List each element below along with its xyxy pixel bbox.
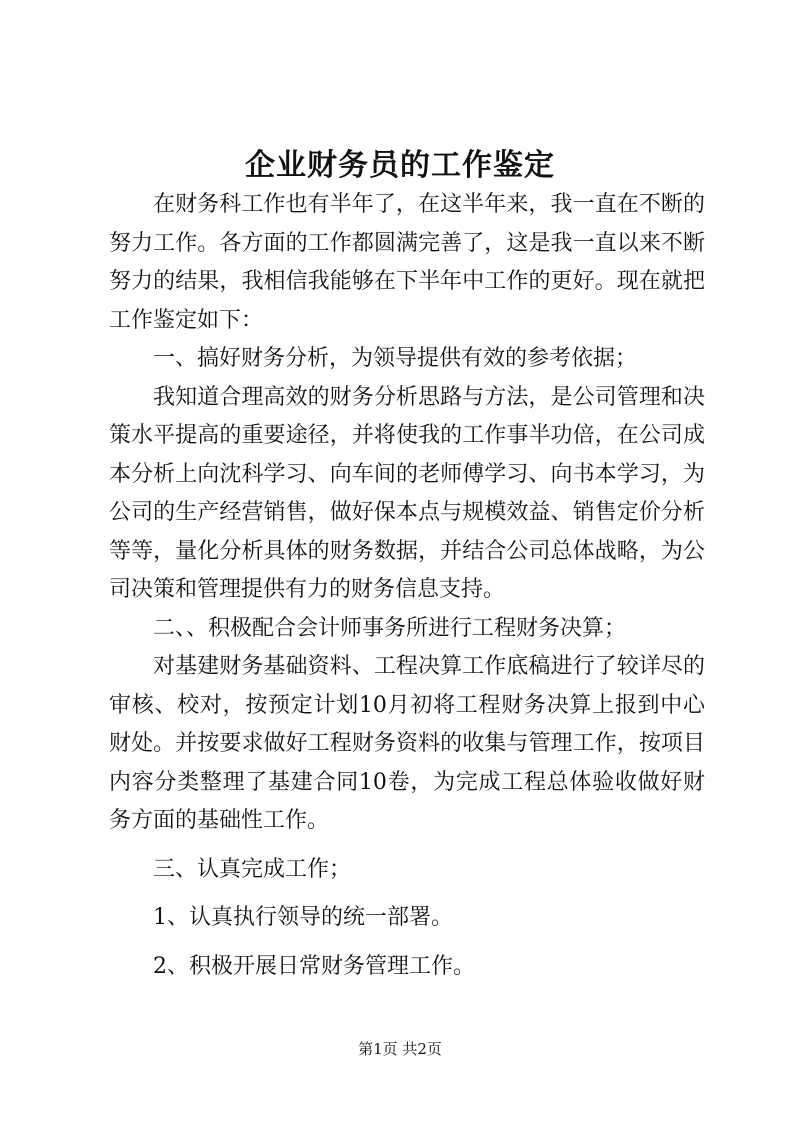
paragraph-intro: 在财务科工作也有半年了，在这半年来，我一直在不断的努力工作。各方面的工作都圆满完善了，这是我一直以来不断努力的结果，我相信我能够在下半年中工作的更好。现在就把工作鉴定如下： bbox=[109, 192, 705, 333]
paragraph-project-settlement: 对基建财务基础资料、工程决算工作底稿进行了较详尽的审核、校对，按预定计划10月初将工程财务决算上报到中心财处。并按要求做好工程财务资料的收集与管理工作，按项目内容分类整理了基建合同10卷，为完成工程总体验收做好财务方面的基础性工作。 bbox=[109, 654, 705, 833]
section-heading-2: 二、、积极配合会计师事务所进行工程财务决算； bbox=[153, 615, 627, 641]
document-title: 企业财务员的工作鉴定 bbox=[245, 148, 555, 183]
paragraph-financial-analysis: 我知道合理高效的财务分析思路与方法，是公司管理和决策水平提高的重要途径，并将使我的工作事半功倍，在公司成本分析上向沈科学习、向车间的老师傅学习、向书本学习，为公司的生产经营销售，做好保本点与规模效益、销售定价分析等等，量化分析具体的财务数据，并结合公司总体战略，为公司决策和管理提供有力的财务信息支持。 bbox=[109, 384, 705, 602]
section-heading-1: 一、搞好财务分析，为领导提供有效的参考依据； bbox=[153, 346, 638, 371]
page-number-footer: 第1页 共2页 bbox=[358, 1040, 442, 1058]
list-item-1: 1、认真执行领导的统一部署。 bbox=[153, 905, 453, 930]
document-body bbox=[109, 186, 705, 986]
list-item-2: 2、积极开展日常财务管理工作。 bbox=[153, 953, 475, 979]
section-heading-3: 三、认真完成工作； bbox=[153, 856, 352, 882]
